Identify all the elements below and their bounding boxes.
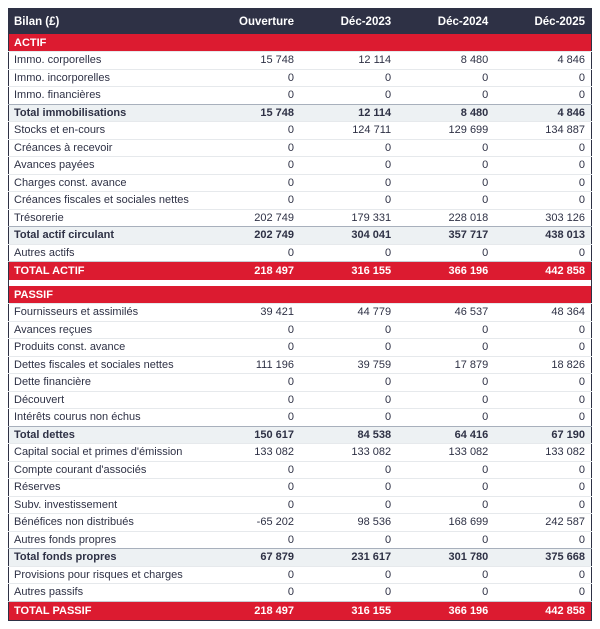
row-label: Réserves — [9, 479, 203, 497]
cell-value: 0 — [300, 174, 397, 192]
row-label: Charges const. avance — [9, 174, 203, 192]
cell-value: 0 — [300, 69, 397, 87]
cell-value: 12 114 — [300, 104, 397, 122]
cell-value: 124 711 — [300, 122, 397, 140]
cell-value: 0 — [300, 566, 397, 584]
cell-value: 438 013 — [494, 227, 591, 245]
table-row — [9, 122, 592, 140]
cell-value: 4 846 — [494, 52, 591, 70]
cell-value: 18 826 — [494, 356, 591, 374]
cell-value: 0 — [203, 244, 300, 262]
cell-value: 12 114 — [300, 52, 397, 70]
cell-value: 0 — [203, 339, 300, 357]
row-label: Provisions pour risques et charges — [9, 566, 203, 584]
section-title: PASSIF — [9, 286, 592, 304]
cell-value: 0 — [397, 339, 494, 357]
row-label: Dettes fiscales et sociales nettes — [9, 356, 203, 374]
cell-value: 0 — [203, 139, 300, 157]
cell-value: 0 — [397, 174, 494, 192]
cell-value: 134 887 — [494, 122, 591, 140]
cell-value: 133 082 — [397, 444, 494, 462]
cell-value: 0 — [397, 87, 494, 105]
cell-value: 303 126 — [494, 209, 591, 227]
cell-value: 0 — [300, 374, 397, 392]
table-row — [9, 531, 592, 549]
cell-value: 0 — [203, 496, 300, 514]
cell-value: 202 749 — [203, 209, 300, 227]
cell-value: 0 — [203, 192, 300, 210]
table-row — [9, 374, 592, 392]
cell-value: 0 — [494, 87, 591, 105]
cell-value: 0 — [494, 531, 591, 549]
row-label: Autres actifs — [9, 244, 203, 262]
cell-value: 0 — [494, 479, 591, 497]
row-label: TOTAL PASSIF — [9, 601, 203, 620]
column-header: Déc-2024 — [397, 9, 494, 35]
cell-value: 44 779 — [300, 304, 397, 322]
cell-value: 304 041 — [300, 227, 397, 245]
cell-value: 0 — [300, 584, 397, 602]
cell-value: 0 — [203, 584, 300, 602]
row-label: Avances reçues — [9, 321, 203, 339]
cell-value: 64 416 — [397, 426, 494, 444]
cell-value: 0 — [203, 479, 300, 497]
cell-value: 0 — [203, 174, 300, 192]
cell-value: 150 617 — [203, 426, 300, 444]
table-row — [9, 409, 592, 427]
cell-value: 442 858 — [494, 262, 591, 281]
cell-value: 39 421 — [203, 304, 300, 322]
cell-value: 366 196 — [397, 262, 494, 281]
cell-value: 0 — [494, 461, 591, 479]
cell-value: 133 082 — [494, 444, 591, 462]
table-header-row — [9, 9, 592, 35]
cell-value: 301 780 — [397, 549, 494, 567]
row-label: Créances fiscales et sociales nettes — [9, 192, 203, 210]
table-row — [9, 244, 592, 262]
table-row — [9, 391, 592, 409]
cell-value: 0 — [300, 321, 397, 339]
row-label: Immo. incorporelles — [9, 69, 203, 87]
column-header: Ouverture — [203, 9, 300, 35]
cell-value: 0 — [300, 339, 397, 357]
cell-value: 0 — [397, 409, 494, 427]
cell-value: 168 699 — [397, 514, 494, 532]
cell-value: 202 749 — [203, 227, 300, 245]
cell-value: 0 — [203, 461, 300, 479]
table-row — [9, 479, 592, 497]
cell-value: 0 — [494, 409, 591, 427]
row-label: Stocks et en-cours — [9, 122, 203, 140]
cell-value: 0 — [494, 174, 591, 192]
table-row — [9, 87, 592, 105]
table-row — [9, 157, 592, 175]
row-label: Intérêts courus non échus — [9, 409, 203, 427]
cell-value: 111 196 — [203, 356, 300, 374]
cell-value: 0 — [300, 391, 397, 409]
cell-value: 242 587 — [494, 514, 591, 532]
table-row — [9, 174, 592, 192]
row-label: Bénéfices non distribués — [9, 514, 203, 532]
row-label: Autres passifs — [9, 584, 203, 602]
cell-value: 0 — [397, 374, 494, 392]
cell-value: 8 480 — [397, 104, 494, 122]
row-label: Total fonds propres — [9, 549, 203, 567]
cell-value: 0 — [203, 566, 300, 584]
cell-value: 179 331 — [300, 209, 397, 227]
subtotal-row — [9, 549, 592, 567]
cell-value: 0 — [494, 584, 591, 602]
row-label: Créances à recevoir — [9, 139, 203, 157]
cell-value: 46 537 — [397, 304, 494, 322]
cell-value: 0 — [397, 496, 494, 514]
cell-value: 0 — [494, 192, 591, 210]
row-label: Compte courant d'associés — [9, 461, 203, 479]
cell-value: 98 536 — [300, 514, 397, 532]
cell-value: 0 — [494, 139, 591, 157]
cell-value: 366 196 — [397, 601, 494, 620]
cell-value: 0 — [494, 157, 591, 175]
cell-value: 0 — [494, 374, 591, 392]
cell-value: 15 748 — [203, 52, 300, 70]
cell-value: 218 497 — [203, 601, 300, 620]
row-label: Dette financière — [9, 374, 203, 392]
cell-value: 15 748 — [203, 104, 300, 122]
cell-value: 0 — [300, 496, 397, 514]
table-row — [9, 192, 592, 210]
cell-value: 375 668 — [494, 549, 591, 567]
cell-value: 0 — [397, 321, 494, 339]
cell-value: 0 — [494, 339, 591, 357]
table-row — [9, 356, 592, 374]
cell-value: 0 — [203, 374, 300, 392]
row-label: Avances payées — [9, 157, 203, 175]
row-label: Immo. financières — [9, 87, 203, 105]
table-row — [9, 461, 592, 479]
row-label: Total actif circulant — [9, 227, 203, 245]
grand-total-row — [9, 601, 592, 620]
cell-value: 0 — [300, 409, 397, 427]
cell-value: 8 480 — [397, 52, 494, 70]
cell-value: 442 858 — [494, 601, 591, 620]
table-row — [9, 444, 592, 462]
table-row — [9, 321, 592, 339]
subtotal-row — [9, 426, 592, 444]
row-label: Total immobilisations — [9, 104, 203, 122]
section-header-actif — [9, 34, 592, 52]
cell-value: 0 — [300, 531, 397, 549]
section-title: ACTIF — [9, 34, 592, 52]
table-row — [9, 514, 592, 532]
cell-value: 0 — [203, 122, 300, 140]
cell-value: 0 — [203, 531, 300, 549]
cell-value: 67 879 — [203, 549, 300, 567]
cell-value: 133 082 — [203, 444, 300, 462]
table-body — [9, 34, 592, 620]
cell-value: 0 — [397, 244, 494, 262]
table-corner-label: Bilan (£) — [9, 9, 203, 35]
row-label: Découvert — [9, 391, 203, 409]
cell-value: 84 538 — [300, 426, 397, 444]
row-label: Fournisseurs et assimilés — [9, 304, 203, 322]
cell-value: 0 — [397, 69, 494, 87]
cell-value: 133 082 — [300, 444, 397, 462]
cell-value: 0 — [300, 244, 397, 262]
column-header: Déc-2023 — [300, 9, 397, 35]
grand-total-row — [9, 262, 592, 281]
cell-value: 231 617 — [300, 549, 397, 567]
cell-value: 0 — [203, 87, 300, 105]
cell-value: 0 — [397, 139, 494, 157]
row-label: Trésorerie — [9, 209, 203, 227]
cell-value: 0 — [300, 139, 397, 157]
table-row — [9, 209, 592, 227]
table-row — [9, 304, 592, 322]
cell-value: 4 846 — [494, 104, 591, 122]
row-label: Total dettes — [9, 426, 203, 444]
cell-value: 0 — [494, 496, 591, 514]
cell-value: 0 — [203, 391, 300, 409]
cell-value: -65 202 — [203, 514, 300, 532]
row-label: Immo. corporelles — [9, 52, 203, 70]
cell-value: 0 — [494, 391, 591, 409]
balance-table — [8, 8, 592, 621]
table-row — [9, 566, 592, 584]
cell-value: 0 — [494, 69, 591, 87]
row-label: Subv. investissement — [9, 496, 203, 514]
table-row — [9, 496, 592, 514]
cell-value: 0 — [397, 566, 494, 584]
cell-value: 0 — [203, 321, 300, 339]
table-row — [9, 69, 592, 87]
table-row — [9, 584, 592, 602]
cell-value: 316 155 — [300, 601, 397, 620]
cell-value: 0 — [397, 391, 494, 409]
cell-value: 39 759 — [300, 356, 397, 374]
cell-value: 0 — [397, 479, 494, 497]
cell-value: 218 497 — [203, 262, 300, 281]
cell-value: 48 364 — [494, 304, 591, 322]
subtotal-row — [9, 227, 592, 245]
cell-value: 357 717 — [397, 227, 494, 245]
row-label: Produits const. avance — [9, 339, 203, 357]
table-row — [9, 139, 592, 157]
cell-value: 0 — [203, 409, 300, 427]
cell-value: 0 — [397, 461, 494, 479]
cell-value: 0 — [300, 87, 397, 105]
cell-value: 0 — [494, 244, 591, 262]
cell-value: 228 018 — [397, 209, 494, 227]
cell-value: 0 — [494, 321, 591, 339]
cell-value: 129 699 — [397, 122, 494, 140]
table-row — [9, 52, 592, 70]
row-label: Capital social et primes d'émission — [9, 444, 203, 462]
cell-value: 0 — [300, 192, 397, 210]
cell-value: 0 — [397, 157, 494, 175]
table-row — [9, 339, 592, 357]
subtotal-row — [9, 104, 592, 122]
cell-value: 0 — [494, 566, 591, 584]
cell-value: 0 — [300, 479, 397, 497]
cell-value: 17 879 — [397, 356, 494, 374]
cell-value: 0 — [397, 531, 494, 549]
cell-value: 0 — [397, 584, 494, 602]
cell-value: 0 — [203, 157, 300, 175]
section-header-passif — [9, 286, 592, 304]
cell-value: 316 155 — [300, 262, 397, 281]
row-label: TOTAL ACTIF — [9, 262, 203, 281]
cell-value: 0 — [397, 192, 494, 210]
row-label: Autres fonds propres — [9, 531, 203, 549]
cell-value: 67 190 — [494, 426, 591, 444]
cell-value: 0 — [203, 69, 300, 87]
cell-value: 0 — [300, 461, 397, 479]
cell-value: 0 — [300, 157, 397, 175]
column-header: Déc-2025 — [494, 9, 591, 35]
